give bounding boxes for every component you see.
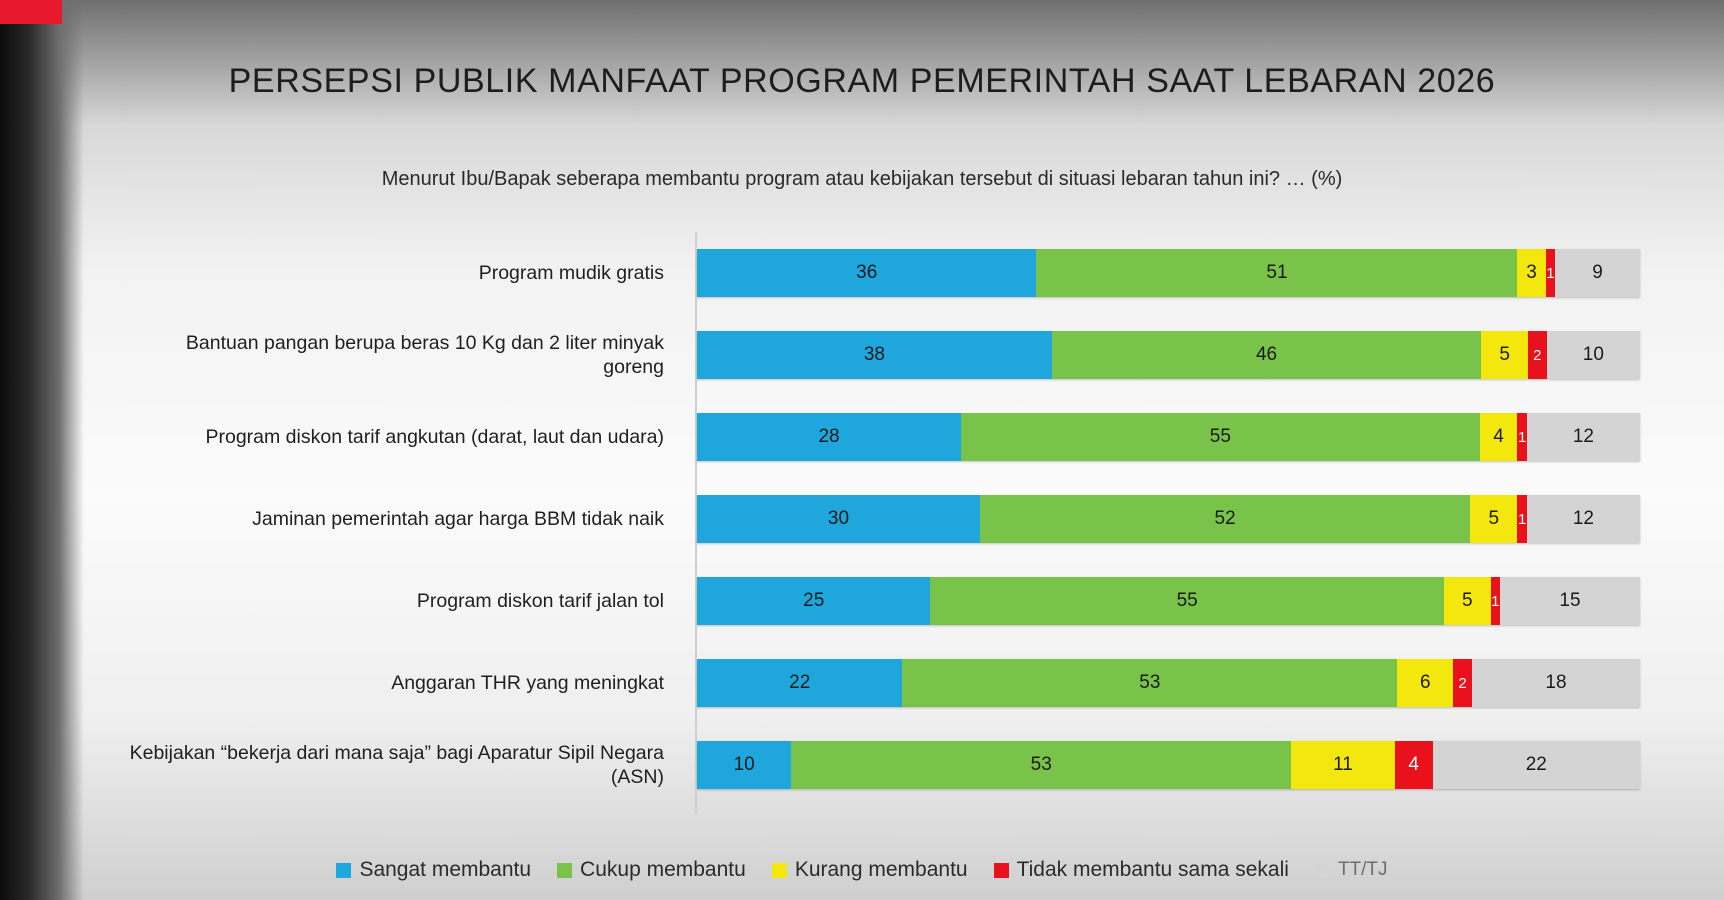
bar-segment-value: 9 [1592, 262, 1603, 283]
bar-segment [1470, 495, 1517, 543]
bar-segment-value: 5 [1499, 344, 1510, 365]
bar-segment [1517, 495, 1526, 543]
bar-segment [1527, 495, 1640, 543]
bar-segment-value: 5 [1488, 508, 1500, 529]
legend-item [994, 858, 1289, 882]
stacked-bar [697, 741, 1640, 789]
bar-segment-value: 46 [1255, 344, 1278, 365]
legend-swatch-icon [1315, 863, 1330, 878]
legend-swatch-icon [336, 863, 351, 878]
bar-segment [1395, 741, 1433, 789]
bar-segment [1036, 249, 1517, 297]
bar-segment-value: 28 [818, 426, 840, 447]
stacked-bar [697, 413, 1640, 461]
chart-legend [0, 858, 1724, 882]
page-title: PERSEPSI PUBLIK MANFAAT PROGRAM PEMERINTAH SAAT LEBARAN 2026 [228, 62, 1496, 100]
bar-segment-value: 30 [827, 508, 850, 529]
bar-segment-value: 55 [1209, 426, 1231, 447]
bar-segment [1480, 413, 1518, 461]
bar-segment [697, 659, 902, 707]
bar-segment [1555, 249, 1640, 297]
bar-segment-value: 55 [1176, 590, 1198, 611]
chart-row [120, 232, 1640, 314]
legend-swatch-icon [772, 863, 787, 878]
bar-segment-value: 4 [1493, 426, 1504, 447]
bar-segment-value: 10 [733, 754, 755, 775]
stacked-bar [697, 495, 1640, 543]
legend-label: Sangat membantu [359, 858, 532, 881]
bar-segment-value: 11 [1333, 754, 1353, 775]
legend-label: Cukup membantu [580, 858, 746, 881]
bar-segment [1517, 413, 1526, 461]
bar-segment [1546, 249, 1555, 297]
bar-segment-value: 12 [1572, 508, 1594, 529]
category-label: Program diskon tarif angkutan (darat, laut dan udara) [205, 425, 664, 448]
category-label: Anggaran THR yang meningkat [391, 671, 664, 694]
bar-segment-value: 6 [1419, 672, 1431, 693]
bar-segment [961, 413, 1480, 461]
chart-row [120, 560, 1640, 642]
bar-segment-value: 1 [1517, 428, 1527, 446]
bar-segment [1527, 413, 1640, 461]
bar-segment-value: 22 [1525, 754, 1547, 775]
legend-label: TT/TJ [1337, 859, 1388, 880]
legend-swatch-icon [994, 863, 1009, 878]
bar-segment [1453, 659, 1472, 707]
category-label: Kebijakan “bekerja dari mana saja” bagi Aparatur Sipil Negara (ASN) [129, 741, 664, 788]
chart-row [120, 724, 1640, 806]
bar-segment-value: 53 [1030, 754, 1052, 775]
bar-segment-value: 10 [1582, 344, 1604, 365]
bar-segment [980, 495, 1470, 543]
legend-item [336, 858, 531, 882]
bar-segment [697, 741, 791, 789]
bar-segment [697, 249, 1036, 297]
bar-segment-value: 52 [1214, 508, 1236, 529]
chart-subtitle: Menurut Ibu/Bapak seberapa membantu program atau kebijakan tersebut di situasi lebaran tahun ini? … (%) [381, 168, 1343, 190]
bar-segment-value: 38 [863, 344, 885, 365]
bar-segment [697, 413, 961, 461]
bar-segment-value: 2 [1458, 674, 1467, 692]
legend-item [772, 858, 968, 882]
bar-segment [1547, 331, 1640, 379]
bar-segment [697, 495, 980, 543]
bar-segment-value: 15 [1559, 590, 1581, 611]
bar-segment-value: 12 [1572, 426, 1594, 447]
bar-segment-value: 4 [1408, 754, 1419, 775]
red-corner-marker [0, 0, 62, 24]
stacked-bar [697, 249, 1640, 297]
bar-segment [1397, 659, 1453, 707]
legend-swatch-icon [557, 863, 572, 878]
category-label: Program mudik gratis [478, 261, 664, 284]
bar-segment-value: 1 [1517, 510, 1527, 528]
bar-segment-value: 18 [1545, 672, 1567, 693]
category-label: Program diskon tarif jalan tol [416, 589, 664, 612]
bar-segment [791, 741, 1291, 789]
stacked-bar [697, 331, 1640, 379]
bar-segment-value: 36 [856, 262, 878, 283]
chart-rows [120, 232, 1640, 806]
bar-segment-value: 3 [1526, 262, 1537, 283]
chart-row [120, 314, 1640, 396]
bar-segment [1052, 331, 1481, 379]
stacked-bar-chart [120, 232, 1640, 832]
bar-segment-value: 1 [1491, 592, 1500, 610]
bar-segment [902, 659, 1397, 707]
chart-row [120, 478, 1640, 560]
legend-item [1315, 859, 1388, 881]
bar-segment [697, 331, 1052, 379]
bar-segment [1444, 577, 1491, 625]
legend-item [557, 858, 746, 882]
category-label: Bantuan pangan berupa beras 10 Kg dan 2 liter minyak goreng [185, 331, 664, 378]
bar-segment-value: 22 [789, 672, 811, 693]
bar-segment [1481, 331, 1528, 379]
bar-segment [1500, 577, 1640, 625]
bar-segment [930, 577, 1444, 625]
chart-row [120, 642, 1640, 724]
bar-segment-value: 25 [803, 590, 825, 611]
chart-row [120, 396, 1640, 478]
stacked-bar [697, 659, 1640, 707]
category-label: Jaminan pemerintah agar harga BBM tidak naik [252, 507, 664, 530]
bar-segment [1433, 741, 1640, 789]
bar-segment [1517, 249, 1545, 297]
bar-segment [697, 577, 930, 625]
bar-segment-value: 51 [1266, 262, 1288, 283]
bar-segment [1528, 331, 1547, 379]
bar-segment [1472, 659, 1640, 707]
bar-segment-value: 1 [1546, 264, 1555, 282]
bar-segment-value: 2 [1533, 346, 1542, 364]
legend-label: Kurang membantu [794, 858, 968, 881]
bar-segment-value: 5 [1461, 590, 1473, 611]
bar-segment [1491, 577, 1500, 625]
legend-label: Tidak membantu sama sekali [1016, 858, 1289, 881]
bar-segment-value: 53 [1139, 672, 1161, 693]
bar-segment [1291, 741, 1395, 789]
stacked-bar [697, 577, 1640, 625]
